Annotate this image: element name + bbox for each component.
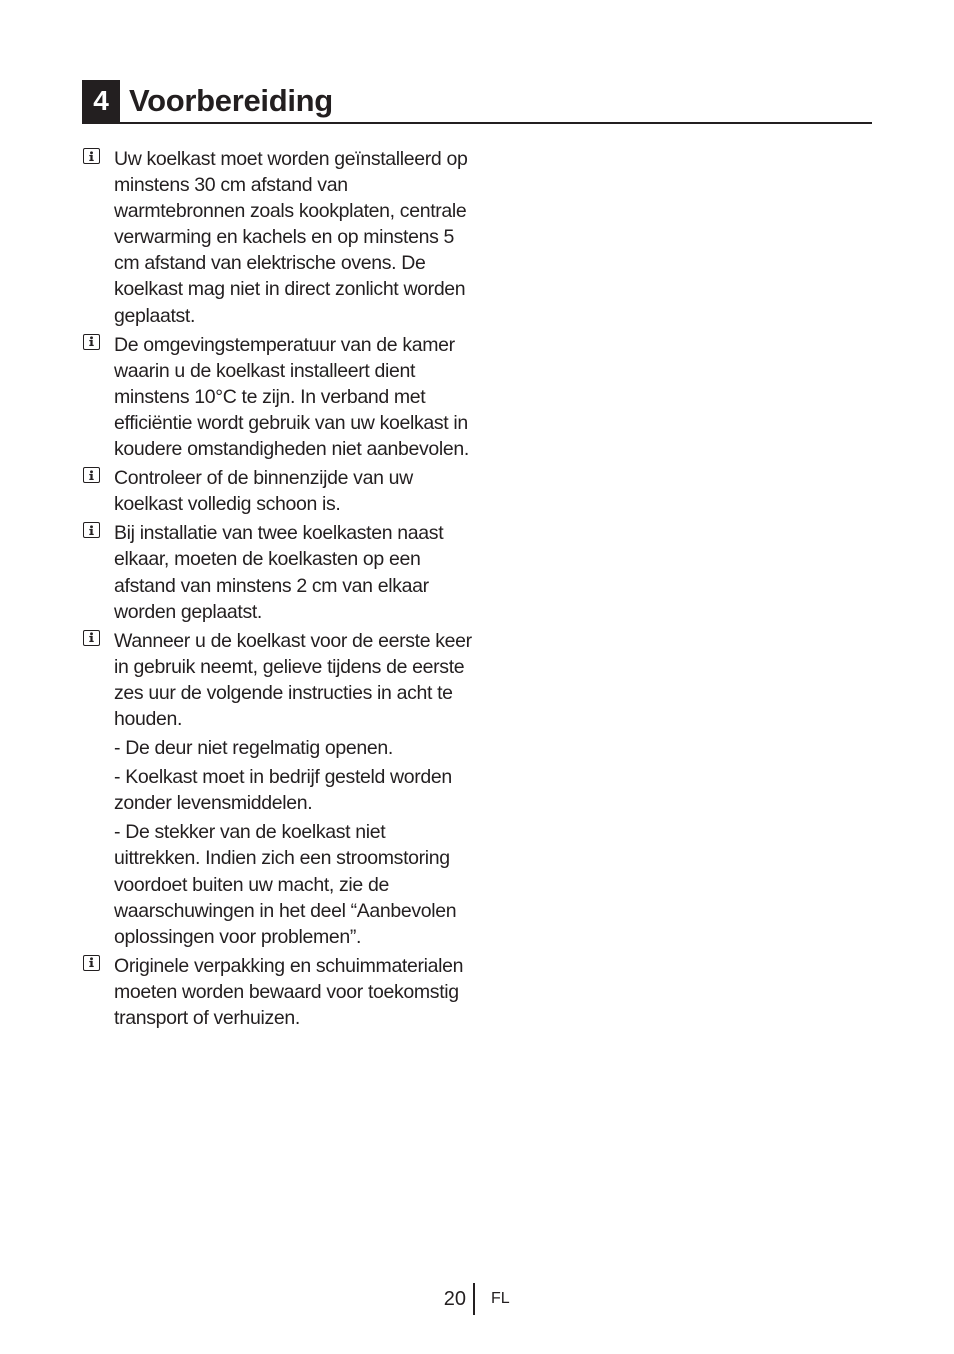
section-header <box>82 80 872 124</box>
language-code: FL <box>491 1290 510 1307</box>
info-icon <box>83 522 100 538</box>
info-icon <box>83 630 100 646</box>
note-item <box>82 332 472 462</box>
footer-divider <box>473 1283 475 1315</box>
sub-item: - De deur niet regelmatig openen. <box>114 737 393 760</box>
sub-item: - De stekker van de koelkast niet uittrekken. Indien zich een stroomstoring voordoet buiten uw macht, zie de waarschuwingen in het deel “Aanbevolen oplossingen voor problemen”. <box>114 821 457 948</box>
note-text: Controleer of de binnenzijde van uw koelkast volledig schoon is. <box>114 467 413 516</box>
note-item <box>82 465 472 517</box>
note-item <box>82 146 472 329</box>
page-number: 20 <box>443 1288 466 1310</box>
note-item <box>82 628 472 732</box>
section-title: Voorbereiding <box>129 83 333 118</box>
note-text: Bij installatie van twee koelkasten naast elkaar, moeten de koelkasten op een afstand van minstens 2 cm van elkaar worden geplaatst. <box>114 522 444 623</box>
note-item <box>82 953 472 1031</box>
note-text: Uw koelkast moet worden geïnstalleerd op minstens 30 cm afstand van warmtebronnen zoals kookplaten, centrale verwarming en kachels en op minstens 5 cm afstand van elektrische ovens. De koelkast mag niet in direct zonlicht worden geplaatst. <box>114 148 468 327</box>
info-icon <box>83 334 100 350</box>
info-icon <box>83 955 100 971</box>
sub-item: - Koelkast moet in bedrijf gesteld worden zonder levensmiddelen. <box>114 766 452 815</box>
note-text: Wanneer u de koelkast voor de eerste keer in gebruik neemt, gelieve tijdens de eerste zes uur de volgende instructies in acht te houden. <box>114 629 472 730</box>
info-icon <box>83 148 100 164</box>
section-number: 4 <box>82 80 120 122</box>
note-item <box>82 520 472 624</box>
notes-list <box>82 146 472 1034</box>
note-text: De omgevingstemperatuur van de kamer waarin u de koelkast installeert dient minstens 10°C te zijn. In verband met efficiëntie wordt gebruik van uw koelkast in koudere omstandigheden niet aanbevolen. <box>114 333 469 461</box>
info-icon <box>83 467 100 483</box>
note-text: Originele verpakking en schuimmaterialen moeten worden bewaard voor toekomstig transport of verhuizen. <box>114 954 464 1029</box>
